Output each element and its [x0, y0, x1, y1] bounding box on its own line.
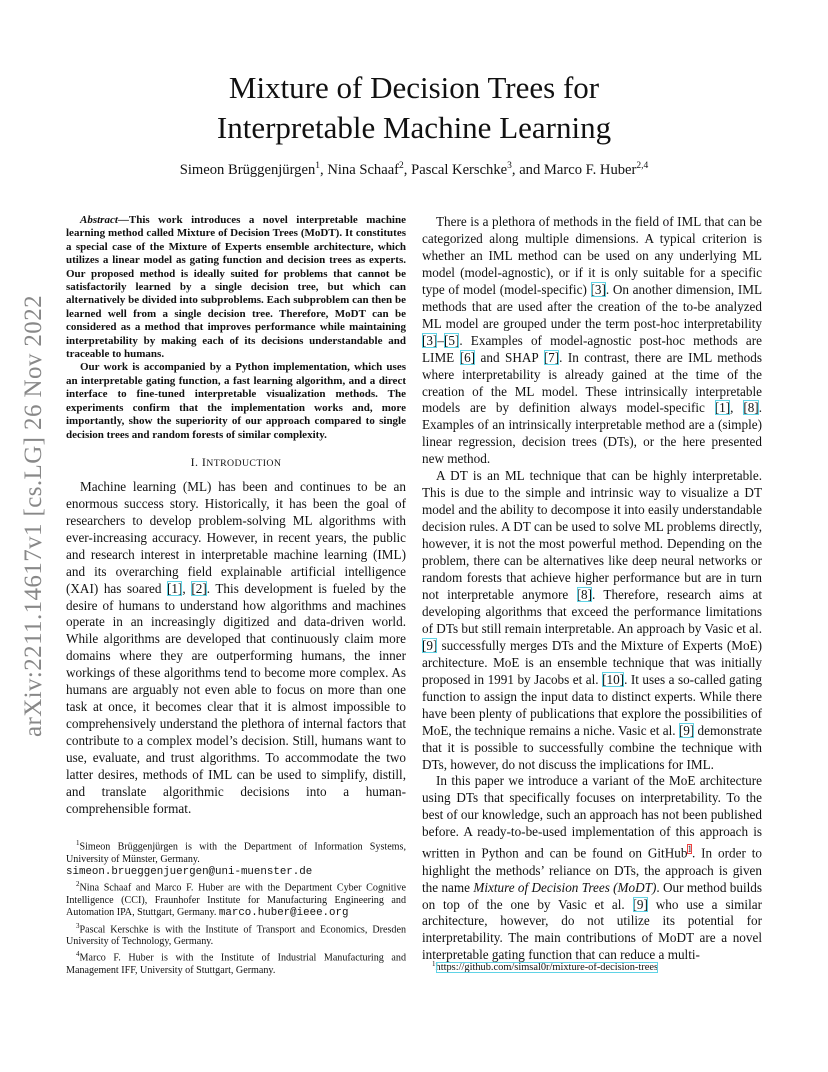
citation-link[interactable]: [2]	[191, 580, 207, 596]
citation-link[interactable]: [1]	[714, 400, 731, 416]
text-run: Machine learning (ML) has been and continues to be an enormous success story. Historically, it has been the goal of researchers to develop problem-solving ML algorithms with ever-increasing accuracy. However, in recent years, the public and research interest in interpretable machine learning (IML) and its overarching field explainable artificial intelligence (XAI) has soared	[66, 478, 406, 596]
citation-link[interactable]: [3]	[590, 281, 606, 297]
email-link[interactable]: simeon.brueggenjuergen@uni-muenster.de	[66, 865, 313, 878]
text-run: successfully merges DTs and the Mixture of Experts (MoE) architecture. MoE is an ensemble technique that was initially proposed in 1991 by Jacobs et al.	[422, 637, 762, 687]
body-paragraph	[422, 773, 762, 964]
footnote-text: Marco F. Huber is with the Institute of Industrial Manufacturing and Management IFF, University of Stuttgart, Germany.	[66, 952, 406, 977]
footnote-2	[66, 878, 406, 919]
method-name: Mixture of Decision Trees (MoDT)	[473, 879, 657, 895]
text-run: and SHAP	[475, 349, 544, 365]
author-1-affil: 1	[315, 161, 321, 171]
text-run: A DT is an ML technique that can be highly interpretable. This is due to the simple and intrinsic way to visualize a DT model and the ability to decompose it into easily understandable decision rules. A DT can be used to solve ML problems directly, however, it is not the most powerful method. Depending on the problem, there can be alternatives like deep neural networks or random forests that achieve higher performance but are in turn not interpretable anymore	[422, 468, 762, 602]
text-run: . This development is fueled by the desire of humans to understand how algorithms and machines operate in an increasingly digitized and data-driven world. While algorithms are developed that continuously claim more domains where they are outperforming humans, the inner workings of these algorithms tend to become more complex. As humans are arguably not even able to focus on more than one task at once, it becomes clear that it is almost impossible to comprehensively understand the plethora of internal factors that contribute to a complex model’s decision. Still, humans want to use, evaluate, and trust algorithms. To accommodate the two latter desires, methods of IML can be used to simplify, distill, and translate algorithmic decisions into a human-comprehensible format.	[66, 580, 406, 816]
arxiv-sidebar	[9, 276, 59, 756]
abstract	[66, 214, 406, 442]
text-run: . In contrast, there are IML methods where interpretability is already gained at the time of the creation of the ML model. These intrinsically interpretable models are by definition always model-specific	[422, 349, 762, 416]
author-4: Marco F. Huber	[543, 161, 637, 178]
left-column	[66, 214, 406, 818]
citation-link[interactable]: [8]	[576, 586, 592, 602]
body-paragraph	[422, 214, 762, 468]
text-run: . Our method builds on top of the one by Vasic et al.	[422, 879, 762, 912]
intro-paragraph-1	[66, 479, 406, 818]
author-sep: ,	[403, 161, 412, 178]
text-run: ,	[182, 580, 192, 596]
body-paragraph	[422, 468, 762, 773]
arxiv-identifier: arXiv:2211.14617v1 [cs.LG] 26 Nov 2022	[20, 295, 47, 737]
citation-link[interactable]: [7]	[543, 349, 560, 365]
footnote-text: Simeon Brüggenjürgen is with the Department of Information Systems, University of Münster, Germany.	[66, 841, 406, 865]
section-initial: I	[201, 454, 207, 469]
github-footnote	[432, 960, 762, 973]
footnote-mark: 3	[76, 921, 80, 930]
text-run: In this paper we introduce a variant of the MoE architecture using DTs that specifically focuses on interpretability. To the best of our knowledge, such an approach has not been published before. A ready-to-be-used implementation of this approach is written in Python and can be found on GitHub	[422, 773, 762, 861]
right-column	[422, 214, 762, 964]
citation-link[interactable]: [6]	[459, 349, 476, 365]
abstract-paragraph-1	[66, 214, 406, 361]
footnote-mark: 1	[432, 960, 436, 968]
citation-link[interactable]: [9]	[678, 722, 695, 738]
citation-link[interactable]: [10]	[602, 671, 625, 687]
github-url-link[interactable]: https://github.com/simsal0r/mixture-of-decision-trees	[435, 962, 658, 974]
citation-link[interactable]: [3]	[422, 332, 438, 348]
section-heading	[66, 454, 406, 473]
footnote-1	[66, 837, 406, 878]
footnote-text: Pascal Kerschke is with the Institute of Transport and Economics, Dresden University of Technology, Germany.	[66, 923, 406, 948]
footnote-mark: 2	[76, 880, 80, 889]
citation-link[interactable]: [1]	[167, 580, 183, 596]
footnote-text: Nina Schaaf and Marco F. Huber are with the Department Cyber Cognitive Intelligence (CCI), Fraunhofer Institute for Manufacturing Engineering and Automation IPA, Stuttgart, Germany.	[66, 882, 406, 919]
text-run: . It uses a so-called gating function to assign the input data to distinct experts. While there have been plenty of publications that explore the possibilities of MoE, the technique remains a niche. Vasic et al.	[422, 671, 763, 738]
text-run: . In order to highlight the methods’ reliance on DTs, the approach is given the name	[422, 845, 762, 895]
text-run: . Examples of an intrinsically interpretable method are a (simple) linear regression, decision trees (DTs), or the here presented new method.	[422, 400, 762, 467]
footnote-4	[66, 948, 406, 977]
title-line-1: Mixture of Decision Trees for	[228, 70, 600, 105]
text-run: . Therefore, research aims at developing algorithms that exceed the performance limitations of DTs but still remain interpretable. An approach by Vasic et al.	[422, 586, 762, 636]
text-run: . Examples of model-agnostic post-hoc methods are LIME	[422, 332, 762, 365]
author-list	[0, 161, 828, 179]
citation-link[interactable]: [9]	[632, 896, 648, 912]
paper-title	[0, 68, 828, 148]
footnote-link[interactable]: 1	[687, 844, 692, 855]
footnote-mark: 1	[76, 839, 80, 847]
abstract-label: Abstract	[80, 214, 118, 226]
abstract-paragraph-2: Our work is accompanied by a Python implementation, which uses an interpretable gating function, a fast learning algorithm, and a direct interface to fine-tuned interpretable visualization methods. The experiments confirm that the implementation works and, more importantly, show the superiority of our approach compared to single decision trees and random forests of similar complexity.	[66, 361, 406, 441]
text-run: –	[437, 332, 444, 348]
author-2: Nina Schaaf	[327, 161, 400, 178]
text-run: demonstrate that it is possible to successfully combine the technique with DTs, however, do not discuss the implications for IML.	[422, 722, 763, 772]
author-4-affil: 2,4	[636, 161, 649, 171]
affiliation-footnotes	[66, 837, 406, 977]
abstract-text: —This work introduces a novel interpretable machine learning method called Mixture of Decision Trees (MoDT). It constitutes a special case of the Mixture of Experts ensemble architecture, which utilizes a linear model as gating function and decision trees as experts. Our proposed method is ideally suited for problems that cannot be satisfactorily learned by a single decision tree, but which can alternatively be divided into subproblems. Each subproblem can then be learned well from a single decision tree. Therefore, MoDT can be considered as a method that improves performance while maintaining interpretability by making each of its decisions understandable and traceable to humans.	[66, 214, 406, 361]
email-link[interactable]: marco.huber@ieee.org	[218, 907, 349, 920]
section-number: I.	[190, 454, 202, 469]
author-3-affil: 3	[507, 161, 512, 171]
citation-link[interactable]: [8]	[743, 400, 759, 416]
section-title-rest: NTRODUCTION	[206, 457, 282, 469]
citation-link[interactable]: [5]	[443, 332, 460, 348]
author-sep: ,	[320, 161, 328, 178]
title-line-2: Interpretable Machine Learning	[216, 110, 612, 145]
author-1: Simeon Brüggenjürgen	[179, 161, 316, 178]
text-run: who use a similar architecture, however, do not utilize its potential for interpretability. The main contributions of MoDT are a novel interpretable gating function that can reduce a multi-	[422, 896, 762, 963]
author-3: Pascal Kerschke	[411, 161, 508, 178]
footnote-mark: 4	[76, 950, 80, 959]
author-2-affil: 2	[399, 161, 404, 171]
author-sep: , and	[511, 161, 544, 178]
citation-link[interactable]: [9]	[422, 637, 438, 653]
text-run: ,	[730, 400, 744, 416]
text-run: . On another dimension, IML methods that are used after the creation of the to-be analyzed ML model are grouped under the term post-hoc interpretability	[422, 281, 762, 331]
text-run: There is a plethora of methods in the field of IML that can be categorized along multiple dimensions. A typical criterion is whether an IML method can be used on any underlying ML model (model-agnostic), or if it is only suitable for a specific type of model (model-specific)	[422, 214, 762, 297]
footnote-3	[66, 920, 406, 949]
